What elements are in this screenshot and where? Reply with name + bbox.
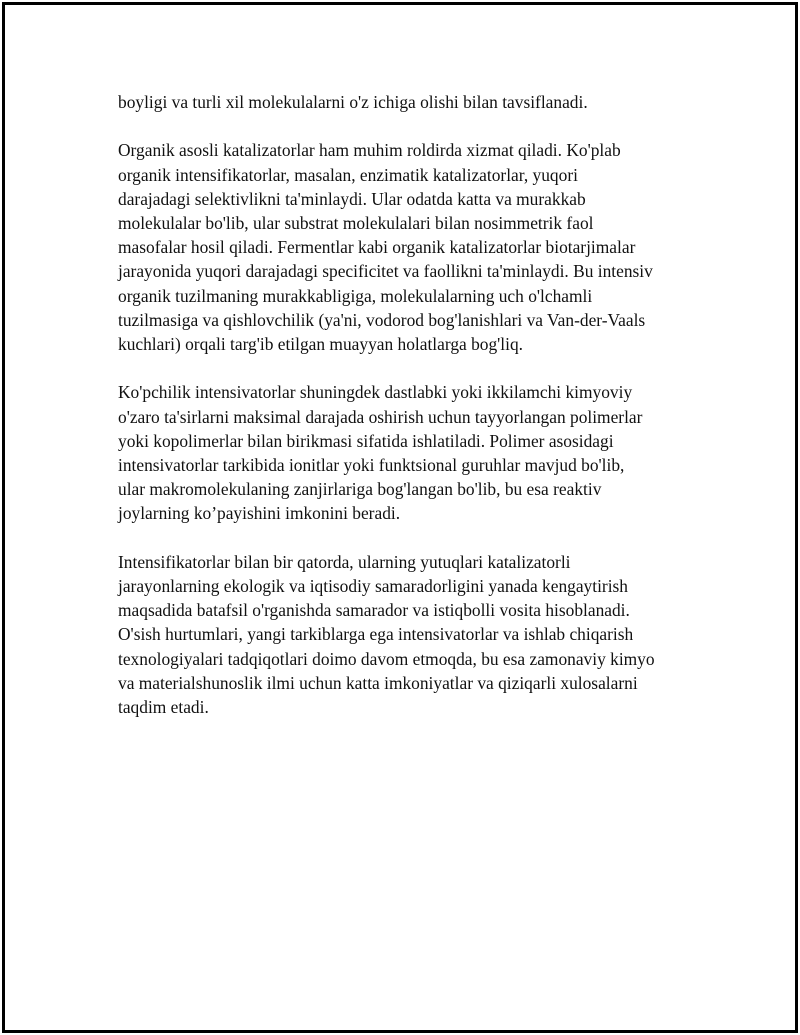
paragraph-3: Ko'pchilik intensivatorlar shuningdek dastlabki yoki ikkilamchi kimyoviy o'zaro ta'sirlarni maksimal darajada oshirish uchun tayyorlangan polimerlar yoki kopolimerlar bilan birikmasi sifatida ishlatiladi. Polimer asosidagi intensivatorlar tarkibida ionitlar yoki funktsional guruhlar mavjud bo'lib, ular makromolekulaning zanjirlariga bog'langan bo'lib, bu esa reaktiv joylarning ko’payishini imkonini beradi. [118,382,643,524]
paragraph-1: boyligi va turli xil molekulalarni o'z ichiga olishi bilan tavsiflanadi. [118,92,588,112]
document-body [118,90,708,743]
paragraph-4: Intensifikatorlar bilan bir qatorda, ularning yutuqlari katalizatorli jarayonlarning ekologik va iqtisodiy samaradorligini yanada kengaytirish maqsadida batafsil o'rganishda samarador va istiqbolli vosita hisoblanadi. O'sish hurtumlari, yangi tarkiblarga ega intensivatorlar va ishlab chiqarish texnologiyalari tadqiqotlari doimo davom etmoqda, bu esa zamonaviy kimyo va materialshunoslik ilmi uchun katta imkoniyatlar va qiziqarli xulosalarni taqdim etadi. [118,551,655,718]
paragraph-2: Organik asosli katalizatorlar ham muhim roldirda xizmat qiladi. Ko'plab organik intensifikatorlar, masalan, enzimatik katalizatorlar, yuqori darajadagi selektivlikni ta'minlaydi. Ular odatda katta va murakkab molekulalar bo'lib, ular substrat molekulalari bilan nosimmetrik faol masofalar hosil qiladi. Fermentlar kabi organik katalizatorlar biotarjimalar jarayonida yuqori darajadagi specificitet va faollikni ta'minlaydi. Bu intensiv organik tuzilmaning murakkabligiga, molekulalarning uch o'lchamli tuzilmasiga va qishlovchilik (ya'ni, vodorod bog'lanishlari va Van-der-Vaals kuchlari) orqali targ'ib etilgan muayyan holatlarga bog'liq. [118,140,653,355]
